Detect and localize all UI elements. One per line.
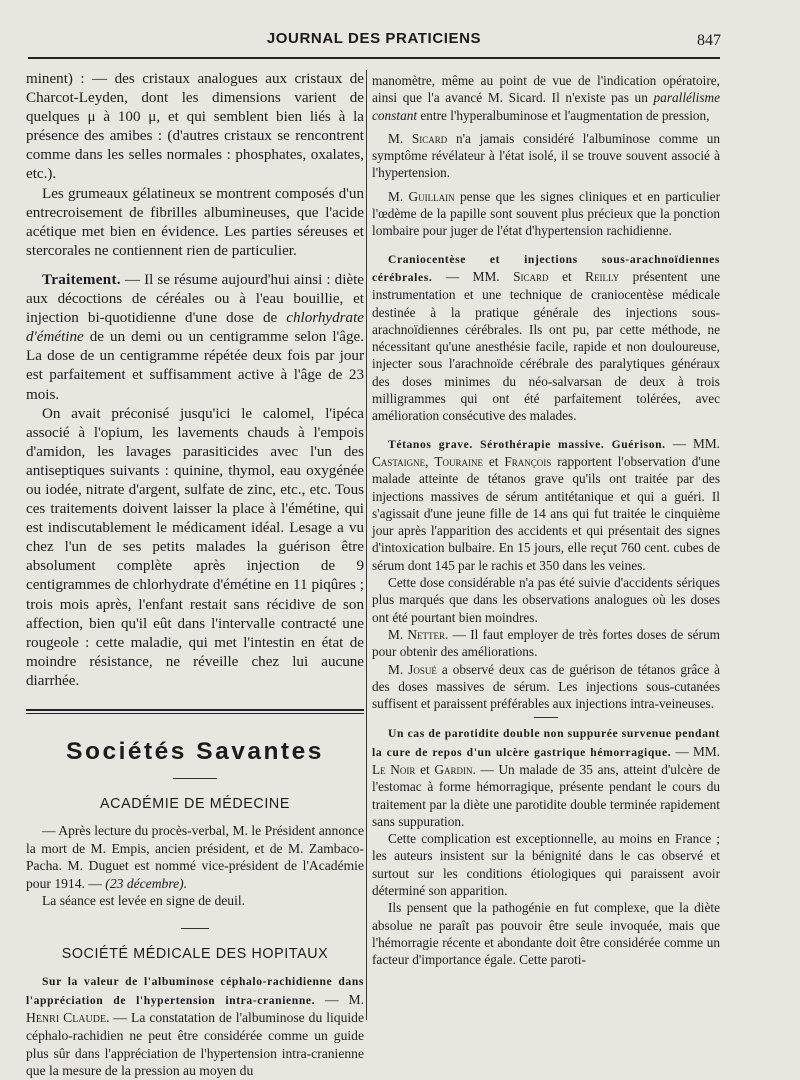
- author-name: François: [504, 453, 552, 469]
- author-name: Netter: [407, 626, 446, 642]
- paragraph: Les grumeaux gélatineux se montrent composés d'un entrecroisement de fibrilles albumineuses, que l'acide acétique met bien en évidence. Les parties séreuses et stercorales ne contiennent rien de particulier.: [26, 185, 364, 259]
- running-head: JOURNAL DES PRATICIENS: [266, 30, 482, 47]
- title-rule: [173, 778, 217, 779]
- paragraph: Cette dose considérable n'a pas été suivie d'accidents sériques plus marqués que dans les observations analogues où les doses ont été pourtant bien moindres.: [372, 575, 720, 625]
- section-rule: [26, 709, 364, 714]
- column-divider: [366, 70, 367, 1020]
- page-number: 847: [697, 32, 721, 49]
- paragraph: — Après lecture du procès-verbal, M. le Président annonce la mort de M. Empis, ancien président, et de M. Zambaco-Pacha. M. Duguet est nommé vice-président de l'Académie pour 1914. — (23 décembre).: [26, 823, 364, 891]
- paragraph: Ils pensent que la pathogénie en fut complexe, que la diète absolue ne paraît pas pouvoir être seule invoquée, mais que l'hémorragie récente et abondante doit être considérée comme un facteur d'importance égale. Cette paroti-: [372, 900, 720, 968]
- author-name: Touraine: [434, 453, 483, 469]
- author-name: Le Noir: [372, 761, 416, 777]
- paragraph: Tétanos grave. Sérothérapie massive. Guérison. — MM. Castaigne, Touraine et François rapportent l'observation d'une malade atteinte de tétanos grave qu'ils ont traitée par des injections massives de sérum antitétanique et qui a guéri. Il s'agissait d'une jeune fille de 14 ans qui fut traitée le cinquième jour après l'apparition des accidents et qui présentait des signes d'intoxication bulbaire. En 15 jours, elle reçut 760 cent. cubes de sérum dont 145 par le rachis et 350 dans les veines.: [372, 435, 721, 573]
- paragraph: minent) : — des cristaux analogues aux cristaux de Charcot-Leyden, dont les dimensions varient de quelques μ à 100 μ, et qui semblent bien liés à la présence des amibes : (d'autres cristaux se rencontrent comme dans les selles normales : phosphates, oxalates, etc.).: [26, 71, 364, 183]
- run-in-heading: Craniocentèse et injections sous-arachnoïdiennes cérébrales.: [372, 252, 720, 284]
- author-name: Sicard: [411, 130, 448, 146]
- author-name: Henri Claude: [26, 1010, 107, 1026]
- run-in-heading: Un cas de parotidite double non suppurée survenue pendant la cure de repos d'un ulcère gastrique hémorragique.: [372, 727, 720, 759]
- paragraph: Craniocentèse et injections sous-arachnoïdiennes cérébrales. — MM. Sicard et Reilly présentent une instrumentation et une technique de craniocentèse médicale destinée à la pratique générale des injections sous-arachnoïdiennes cérébrales. Ils ont pu, par cette méthode, ne nécessitant qu'une anesthésie facile, rapide et non douloureuse, injecter sous l'arachnoïde cérébrale des paralytiques généraux des doses minimes du néo-salvarsan de deux à trois milligrammes qui ont été parfaitement tolérées, avec amélioration consécutive des malades.: [372, 252, 720, 424]
- author-name: Guillain: [408, 188, 455, 204]
- left-column: [26, 70, 364, 1080]
- header-rule: [28, 57, 720, 59]
- paragraph: M. Josué a observé deux cas de guérison de tétanos grâce à des doses massives de sérum. Les injections sous-cutanées suffisent et paraissent préférables aux injections intra-veineuses.: [372, 661, 720, 712]
- section-title: Sociétés Savantes: [66, 738, 324, 765]
- society-heading: SOCIÉTÉ MÉDICALE DES HOPITAUX: [61, 946, 329, 963]
- run-in-heading: Traitement.: [42, 271, 121, 288]
- right-column: [372, 72, 720, 969]
- author-name: Sicard: [513, 268, 549, 284]
- paragraph: Un cas de parotidite double non suppurée survenue pendant la cure de repos d'un ulcère gastrique hémorragique. — MM. Le Noir et Gardin. — Un malade de 35 ans, atteint d'ulcère de l'estomac à forme hémorragique, présente pendant le cours du traitement par la diète une parotidite double terminée rapidement sans suppuration.: [372, 727, 720, 829]
- paragraph: M. Guillain pense que les signes cliniques et en particulier l'œdème de la papille sont souvent plus précieux que la ponction lombaire pour juger de l'état d'hypertension rachidienne.: [372, 188, 720, 239]
- author-name: Josué: [408, 661, 437, 677]
- author-name: Reilly: [585, 268, 620, 284]
- paragraph: La séance est levée en signe de deuil.: [42, 893, 246, 909]
- paragraph: Sur la valeur de l'albuminose céphalo-rachidienne dans l'appréciation de l'hypertension intra-cranienne. — M. Henri Claude. — La constatation de l'albuminose du liquide céphalo-rachidien ne peut être considérée comme un guide plus sûr dans l'appréciation de l'hypertension intra-cranienne que la mesure de la pression au moyen du: [26, 975, 364, 1079]
- paragraph: manomètre, même au point de vue de l'indication opératoire, ainsi que l'a avancé M. Sicard. Il n'existe pas un parallélisme constant entre l'hyperalbuminose et l'augmentation de pression,: [372, 73, 720, 123]
- run-in-heading: Sur la valeur de l'albuminose céphalo-rachidienne dans l'appréciation de l'hypertension intra-cranienne.: [26, 975, 364, 1007]
- paragraph-treatment: Traitement. — Il se résume aujourd'hui ainsi : diète aux décoctions de céréales ou à l'eau bouillie, et injection bi-quotidienne d'une dose de chlorhydrate d'émétine de un demi ou un centigramme selon l'âge. La dose de un centigramme répétée deux fois par jour est parfaitement et suffisamment active à l'âge de 23 mois.: [26, 271, 364, 403]
- paragraph: Cette complication est exceptionnelle, au moins en France ; les auteurs insistent sur la bénignité dans le cas observé et surtout sur les conditions étiologiques qui paraissent avoir déterminé son apparition.: [372, 831, 720, 899]
- run-in-heading: Tétanos grave. Sérothérapie massive. Guérison.: [388, 437, 666, 451]
- author-name: Castaigne: [372, 453, 426, 469]
- paragraph: M. Sicard n'a jamais considéré l'albuminose comme un symptôme révélateur à l'état isolé, il se trouve souvent associé à l'hypertension.: [372, 130, 720, 181]
- society-heading: ACADÉMIE DE MÉDECINE: [100, 796, 290, 812]
- separator: [181, 928, 209, 929]
- author-name: Gardin: [434, 761, 473, 777]
- paragraph: On avait préconisé jusqu'ici le calomel, l'ipéca associé à l'opium, les lavements chauds à l'empois d'amidon, les lavages parasiticides avec l'un des antiseptiques suivants : quinine, thymol, eau oxygénée ou iodée, nitrate d'argent, sulfate de zinc, etc., etc. Tous ces traitements doivent laisser la place à l'émétine, qui est indiscutablement le médicament idéal. Lesage a vu chez l'un de ses petits malades la guérison être absolument complète après injection de 9 centigrammes de chlorhydrate d'émétine en 11 piqûres ; trois mois après, l'enfant restait sans récidive de son affection, bien qu'il eût dans l'intervalle contracté une rougeole : cette maladie, qui met l'intestin en état de moindre résistance, ne réveille chez lui aucune diarrhée.: [26, 405, 364, 689]
- paragraph: M. Netter. — Il faut employer de très fortes doses de sérum pour obtenir des améliorations.: [372, 626, 720, 660]
